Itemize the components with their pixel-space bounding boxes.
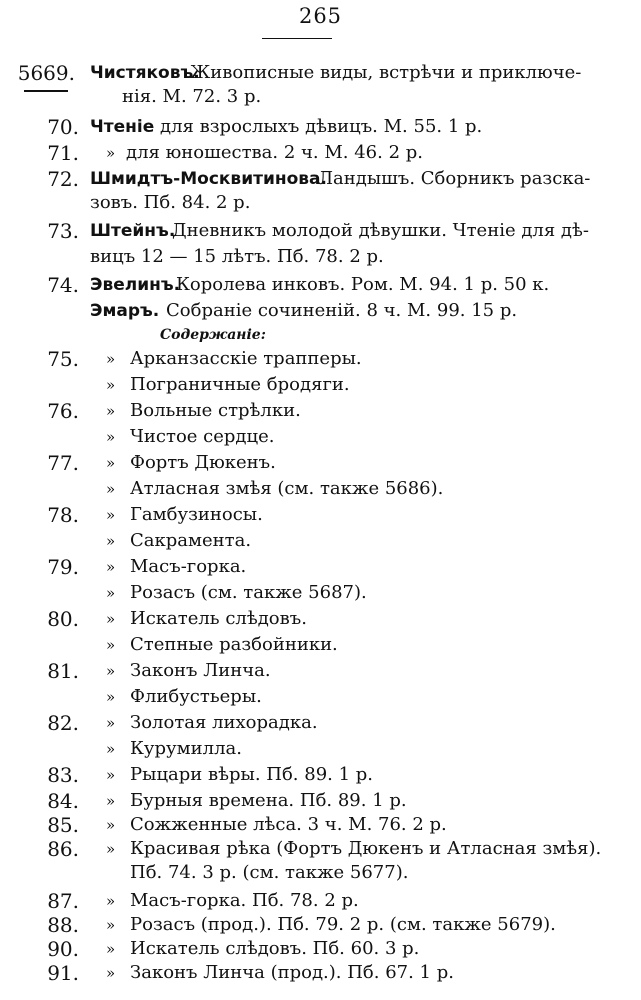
entry-number: 86. <box>47 837 79 861</box>
entry-text: Масъ-горка. <box>130 556 247 577</box>
entry-number: 5669. <box>17 61 75 85</box>
entry-text: Арканзасскіе трапперы. <box>130 348 362 369</box>
entry-author: Чтеніе <box>90 117 155 137</box>
entry-text: Пограничные бродяги. <box>130 374 350 395</box>
ditto-mark: » <box>106 402 116 420</box>
header-rule <box>262 38 332 39</box>
catalog-line-2 <box>0 84 641 110</box>
catalog-line-18 <box>0 502 641 528</box>
page-number: 265 <box>298 4 343 28</box>
catalog-line-27 <box>0 736 641 762</box>
entry-text: вицъ 12 — 15 лѣтъ. Пб. 78. 2 р. <box>90 246 384 267</box>
catalog-line-34 <box>0 912 641 938</box>
entry-text: Ландышъ. Сборникъ разска- <box>318 168 591 189</box>
catalog-line-19 <box>0 528 641 554</box>
catalog-line-17 <box>0 476 641 502</box>
ditto-mark: » <box>106 740 116 758</box>
contents-heading: Содержаніе: <box>160 327 266 343</box>
entry-number: 88. <box>47 913 79 937</box>
entry-number: 85. <box>47 813 79 837</box>
entry-number: 90. <box>47 937 79 961</box>
entry-text: Законъ Линча. <box>130 660 271 681</box>
ditto-mark: » <box>106 688 116 706</box>
entry-text: Собраніе сочиненій. 8 ч. М. 99. 15 р. <box>166 300 518 321</box>
entry-text: Масъ-горка. Пб. 78. 2 р. <box>130 890 359 911</box>
entry-text: Искатель слѣдовъ. <box>130 608 307 629</box>
entry-number: 82. <box>47 711 79 735</box>
entry-text: для взрослыхъ дѣвицъ. М. 55. 1 р. <box>160 116 483 137</box>
catalog-line-11 <box>0 322 641 348</box>
catalog-line-28 <box>0 762 641 788</box>
catalog-line-9 <box>0 272 641 298</box>
ditto-mark: » <box>106 376 116 394</box>
entry-number: 84. <box>47 789 79 813</box>
ditto-mark: » <box>106 584 116 602</box>
catalog-line-7 <box>0 218 641 244</box>
catalog-line-29 <box>0 788 641 814</box>
ditto-mark: » <box>106 428 116 446</box>
entry-text: Красивая рѣка (Фортъ Дюкенъ и Атласная змѣя). <box>130 838 602 859</box>
ditto-mark: » <box>106 480 116 498</box>
catalog-line-22 <box>0 606 641 632</box>
entry-text: Искатель слѣдовъ. Пб. 60. 3 р. <box>130 938 420 959</box>
entry-text: Бурныя времена. Пб. 89. 1 р. <box>130 790 407 811</box>
catalog-line-10 <box>0 298 641 324</box>
entry-number: 77. <box>47 451 79 475</box>
entry-text: Сакрамента. <box>130 530 252 551</box>
entry-text: нія. М. 72. 3 р. <box>122 86 262 107</box>
ditto-mark: » <box>106 144 116 162</box>
entry-text: Розасъ (см. также 5687). <box>130 582 367 603</box>
catalog-line-8 <box>0 244 641 270</box>
entry-number: 70. <box>47 115 79 139</box>
catalog-line-32 <box>0 860 641 886</box>
catalog-line-13 <box>0 372 641 398</box>
catalog-line-23 <box>0 632 641 658</box>
catalog-line-36 <box>0 960 641 986</box>
entry-number: 83. <box>47 763 79 787</box>
entry-text: зовъ. Пб. 84. 2 р. <box>90 192 251 213</box>
catalog-line-20 <box>0 554 641 580</box>
ditto-mark: » <box>106 714 116 732</box>
catalog-line-24 <box>0 658 641 684</box>
entry-number: 75. <box>47 347 79 371</box>
ditto-mark: » <box>106 636 116 654</box>
catalog-line-21 <box>0 580 641 606</box>
entry-text: Курумилла. <box>130 738 242 759</box>
entry-text: Фортъ Дюкенъ. <box>130 452 276 473</box>
entry-number: 80. <box>47 607 79 631</box>
entry-text: Золотая лихорадка. <box>130 712 318 733</box>
entry-number: 73. <box>47 219 79 243</box>
entry-text: Гамбузиносы. <box>130 504 263 525</box>
entry-text: Чистое сердце. <box>130 426 275 447</box>
ditto-mark: » <box>106 662 116 680</box>
entry-text: Рыцари вѣры. Пб. 89. 1 р. <box>130 764 374 785</box>
entry-number: 79. <box>47 555 79 579</box>
catalog-line-14 <box>0 398 641 424</box>
catalog-line-4 <box>0 140 641 166</box>
ditto-mark: » <box>106 916 116 934</box>
catalog-line-15 <box>0 424 641 450</box>
entry-text: Степные разбойники. <box>130 634 338 655</box>
entry-author: Чистяковъ. <box>90 63 200 83</box>
ditto-mark: » <box>106 506 116 524</box>
ditto-mark: » <box>106 610 116 628</box>
catalog-line-1 <box>0 60 641 86</box>
entry-number: 74. <box>47 273 79 297</box>
catalog-line-6 <box>0 190 641 216</box>
entry-text: Флибустьеры. <box>130 686 262 707</box>
entry-text: Пб. 74. 3 р. (см. также 5677). <box>130 862 409 883</box>
ditto-mark: » <box>106 350 116 368</box>
catalog-line-35 <box>0 936 641 962</box>
catalog-line-16 <box>0 450 641 476</box>
entry-text: Вольные стрѣлки. <box>130 400 301 421</box>
entry-number: 78. <box>47 503 79 527</box>
entry-text: Законъ Линча (прод.). Пб. 67. 1 р. <box>130 962 454 983</box>
ditto-mark: » <box>106 792 116 810</box>
entry-author: Эвелинъ. <box>90 275 181 295</box>
catalog-line-12 <box>0 346 641 372</box>
entry-author: Шмидтъ-Москвитинова. <box>90 169 327 189</box>
ditto-mark: » <box>106 558 116 576</box>
entry-number: 71. <box>47 141 79 165</box>
ditto-mark: » <box>106 454 116 472</box>
ditto-mark: » <box>106 532 116 550</box>
entry-text: Живописные виды, встрѣчи и приключе- <box>190 62 582 83</box>
catalog-line-25 <box>0 684 641 710</box>
entry-text: Королева инковъ. Ром. М. 94. 1 р. 50 к. <box>176 274 550 295</box>
entry-text: Дневникъ молодой дѣвушки. Чтеніе для дѣ- <box>172 220 589 241</box>
entry-number: 72. <box>47 167 79 191</box>
entry-author: Штейнъ. <box>90 221 176 241</box>
ditto-mark: » <box>106 816 116 834</box>
ditto-mark: » <box>106 940 116 958</box>
catalog-line-31 <box>0 836 641 862</box>
ditto-mark: » <box>106 840 116 858</box>
entry-text: Сожженные лѣса. 3 ч. М. 76. 2 р. <box>130 814 447 835</box>
ditto-mark: » <box>106 766 116 784</box>
entry-number: 81. <box>47 659 79 683</box>
ditto-mark: » <box>106 964 116 982</box>
entry-number: 91. <box>47 961 79 985</box>
entry-text: Розасъ (прод.). Пб. 79. 2 р. (см. также 5679). <box>130 914 556 935</box>
catalog-line-26 <box>0 710 641 736</box>
catalog-line-30 <box>0 812 641 838</box>
entry-text: для юношества. 2 ч. М. 46. 2 р. <box>126 142 423 163</box>
entry-author: Эмаръ. <box>90 301 160 321</box>
ditto-mark: » <box>106 892 116 910</box>
catalog-line-5 <box>0 166 641 192</box>
catalog-line-33 <box>0 888 641 914</box>
entry-number: 87. <box>47 889 79 913</box>
entry-text: Атласная змѣя (см. также 5686). <box>130 478 444 499</box>
entry-number: 76. <box>47 399 79 423</box>
catalog-line-3 <box>0 114 641 140</box>
